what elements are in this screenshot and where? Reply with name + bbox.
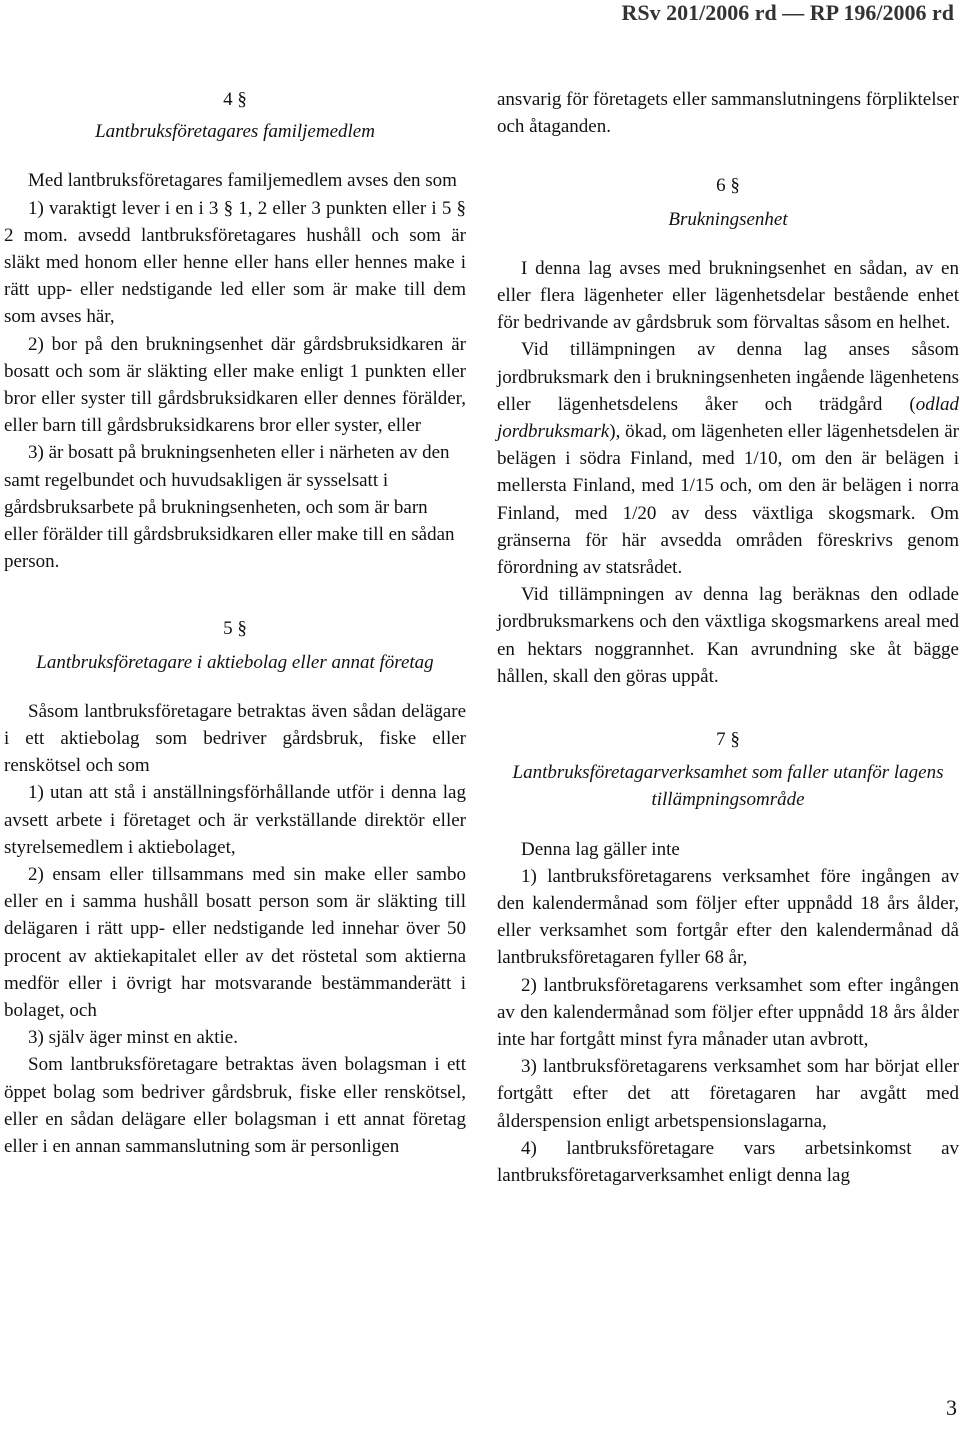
right-column — [497, 0, 959, 1189]
section-7-paragraph-1: Denna lag gäller inte — [521, 838, 680, 860]
section-5-paragraph-4: 3) själv äger minst en aktie. — [28, 1027, 238, 1049]
section-5-paragraph-3: 2) ensam eller tillsammans med sin make eller sambo eller en i samma hushåll bosatt person som är släkting till delägaren i rätt upp- eller nedstigande led innehar över 50 procent av aktiekapitalet eller av det röstetal som aktierna medför eller i övrigt har motsvarande bestämmanderätt i bolaget, och — [4, 864, 466, 1022]
section-7-paragraph-3: 2) lantbruksföretagarens verksamhet som efter ingången av den kalendermånad som följer efter uppnådd 18 års ålder inte har fortgått minst fyra månader utan avbrott, — [497, 974, 959, 1051]
section-5-paragraph-2: 1) utan att stå i anställningsförhållande utför i denna lag avsett arbete i företaget och är verkställande direktör eller styrelsemedlem i aktiebolaget, — [4, 782, 466, 858]
page-number: 3 — [946, 1395, 957, 1420]
left-column — [4, 0, 466, 1160]
section-4-paragraph-2: 1) varaktigt lever i en i 3 § 1, 2 eller 3 punkten eller i 5 § 2 mom. avsedd lantbruksföretagares hushåll och som är släkt med honom eller henne eller hans eller hennes make i rätt upp- eller nedstigande led eller som är make till dem som avses här, — [4, 197, 466, 328]
section-6-paragraph-2: Vid tillämpningen av denna lag anses såsom jordbruksmark den i brukningsenheten ingående lägenhetens eller lägenhetsdelens åker och trädgård (odlad jordbruksmark), ökad, om lägenheten eller lägenhetsdelen är belägen i södra Finland, med 1/10, om den är belägen i mellersta Finland, med 1/15 och, om den är belägen i norra Finland, med 1/20 av dess växtliga skogsmark. Om gränserna för här avsedda områden föreskrivs genom förordning av statsrådet. — [497, 339, 959, 579]
section-4-paragraph-4: 3) är bosatt på brukningsenheten eller i närheten av den samt regelbundet och huvudsakligen är sysselsatt i gårdsbruksarbete på brukningsenheten, och som är barn eller förälder till gårdsbruksidkaren eller make till en sådan person. — [4, 442, 455, 573]
section-4-number: 4 § — [223, 89, 247, 110]
running-header: RSv 201/2006 rd — RP 196/2006 rd — [621, 0, 954, 25]
section-7-paragraph-5: 4) lantbruksföretagare vars arbetsinkomst av lantbruksföretagarverksamhet enligt denna lag — [497, 1137, 959, 1187]
defined-term: odlad jordbruksmark — [497, 393, 959, 443]
section-6-number: 6 § — [716, 175, 740, 197]
section-7-number: 7 § — [716, 729, 740, 751]
section-7-paragraph-4: 3) lantbruksföretagarens verksamhet som har börjat eller fortgått efter det att företagaren har avgått med ålderspension enligt arbetspensionslagarna, — [497, 1056, 959, 1132]
section-7-paragraph-2: 1) lantbruksföretagarens verksamhet före ingången av den kalendermånad som följer efter uppnådd 18 års ålder, eller verksamhet som fortgår efter den kalendermånad då lantbruksföretagaren fyller 68 år, — [497, 865, 959, 969]
section-7-title: Lantbruksföretagarverksamhet som faller utanför lagens tillämpningsområde — [512, 762, 944, 811]
section-5-paragraph-1: Såsom lantbruksföretagare betraktas även sådan delägare i ett aktiebolag som bedriver gårdsbruk, fiske eller renskötsel och som — [4, 700, 466, 777]
section-5-paragraph-5: Som lantbruksföretagare betraktas även bolagsman i ett öppet bolag som bedriver gårdsbruk, fiske eller renskötsel, eller en sådan delägare eller bolagsman i ett annat företag eller i en annan sammanslutning som är personligen — [4, 1054, 466, 1158]
section-4-paragraph-3: 2) bor på den brukningsenhet där gårdsbruksidkaren är bosatt och som är släkting eller make enligt 1 punkten eller bror eller syster till gårdsbruksidkaren eller dennes förälder, eller barn till gårdsbruksidkarens bror eller syster, eller — [4, 333, 466, 437]
section-5-title: Lantbruksföretagare i aktiebolag eller annat företag — [36, 651, 434, 673]
section-4-paragraph-1: Med lantbruksföretagares familjemedlem avses den som — [28, 170, 457, 192]
continuation-paragraph: ansvarig för företagets eller sammanslutningens förpliktelser och åtaganden. — [497, 89, 959, 138]
section-6-title: Brukningsenhet — [668, 208, 788, 230]
section-6-paragraph-3: Vid tillämpningen av denna lag beräknas den odlade jordbruksmarkens och den växtliga skogsmarkens areal med en hektars noggrannhet. Kan avrundning ske åt bägge hållen, skall den göras uppåt. — [497, 584, 959, 687]
section-5-number: 5 § — [223, 618, 247, 640]
section-4-title: Lantbruksföretagares familjemedlem — [95, 121, 375, 143]
section-6-paragraph-1: I denna lag avses med brukningsenhet en sådan, av en eller flera lägenheter eller lägenhetsdelar bestående enhet för bedrivande av gårdsbruk som förvaltas såsom en helhet. — [497, 257, 959, 334]
